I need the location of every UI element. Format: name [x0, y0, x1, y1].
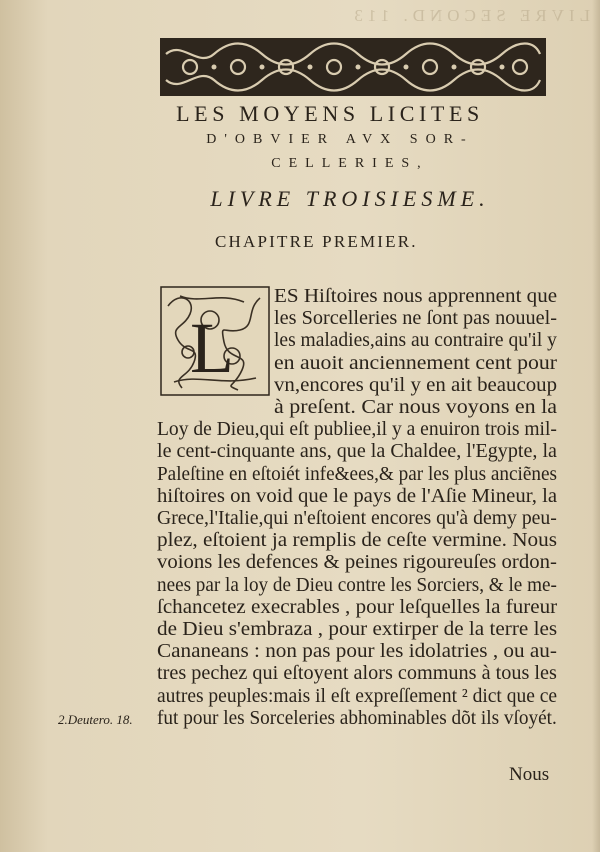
text-line: les maladies,ains au contraire qu'il y: [274, 330, 557, 352]
text-line: le cent-cinquante ans, que la Chaldee, l'Egypte, la: [157, 441, 557, 463]
text-line: Cananeans : non pas pour les idolatries , ou au-: [157, 641, 557, 663]
margin-note: 2.Deutero. 18.: [58, 712, 133, 727]
chapter-heading: CHAPITRE PREMIER.: [215, 232, 418, 251]
text-line: fut pour les Sorceleries abhominables dõt ils vſoyét.: [157, 707, 557, 729]
initial-letter: L: [190, 308, 234, 388]
text-line: les Sorcelleries ne ſont pas nouuel-: [274, 308, 558, 330]
text-line: tres pechez qui eſtoyent alors communs à tous les: [157, 663, 557, 685]
text-line: Paleſtine en eſtoiét infe&ees,& par les plus anciẽnes: [157, 463, 558, 485]
floral-initial-icon: [160, 286, 270, 396]
text-line: vn,encores qu'il y en ait beaucoup: [274, 374, 558, 396]
text-line: en auoit anciennement cent pour: [274, 352, 558, 374]
text-line: ES Hiſtoires nous apprennent que: [274, 286, 558, 307]
ornament-band-icon: [162, 40, 544, 94]
title-line-1: LES MOYENS LICITES: [176, 101, 484, 126]
text-line: autres peuples:mais il eſt expreſſement ² dict que ce: [157, 685, 558, 707]
book-heading: LIVRE TROISIESME.: [210, 186, 490, 211]
headpiece-ornament: [160, 38, 546, 96]
title-line-2: D'OBVIER AVX SOR-: [206, 132, 474, 147]
show-through-text: LIVRE SECOND. 113: [349, 6, 590, 25]
text-line: ſchancetez execrables , pour leſquelles la fureur: [157, 596, 558, 618]
text-line: Loy de Dieu,qui eſt publiee,il y a enuiron trois mil-: [157, 419, 557, 441]
catchword: Nous: [509, 764, 550, 785]
title-line-3: CELLERIES,: [271, 156, 429, 171]
text-line: plez, eſtoient ja remplis de ceſte vermine. Nous: [157, 530, 558, 552]
text-line: hiſtoires on void que le pays de l'Aſie Mineur, la: [157, 485, 558, 507]
decorated-initial: [160, 286, 270, 396]
page-edge-shadow: [592, 0, 600, 852]
text-line: voions les defences & peines rigoureuſes ordon-: [157, 552, 557, 574]
text-line: à preſent. Car nous voyons en la: [274, 397, 558, 418]
text-line: nees par la loy de Dieu contre les Sorciers, & le me-: [157, 574, 557, 596]
text-line: Grece,l'Italie,qui n'eſtoient encores qu'à demy peu-: [157, 508, 557, 529]
text-line: de Dieu s'embraza , pour extirper de la terre les: [157, 619, 558, 640]
